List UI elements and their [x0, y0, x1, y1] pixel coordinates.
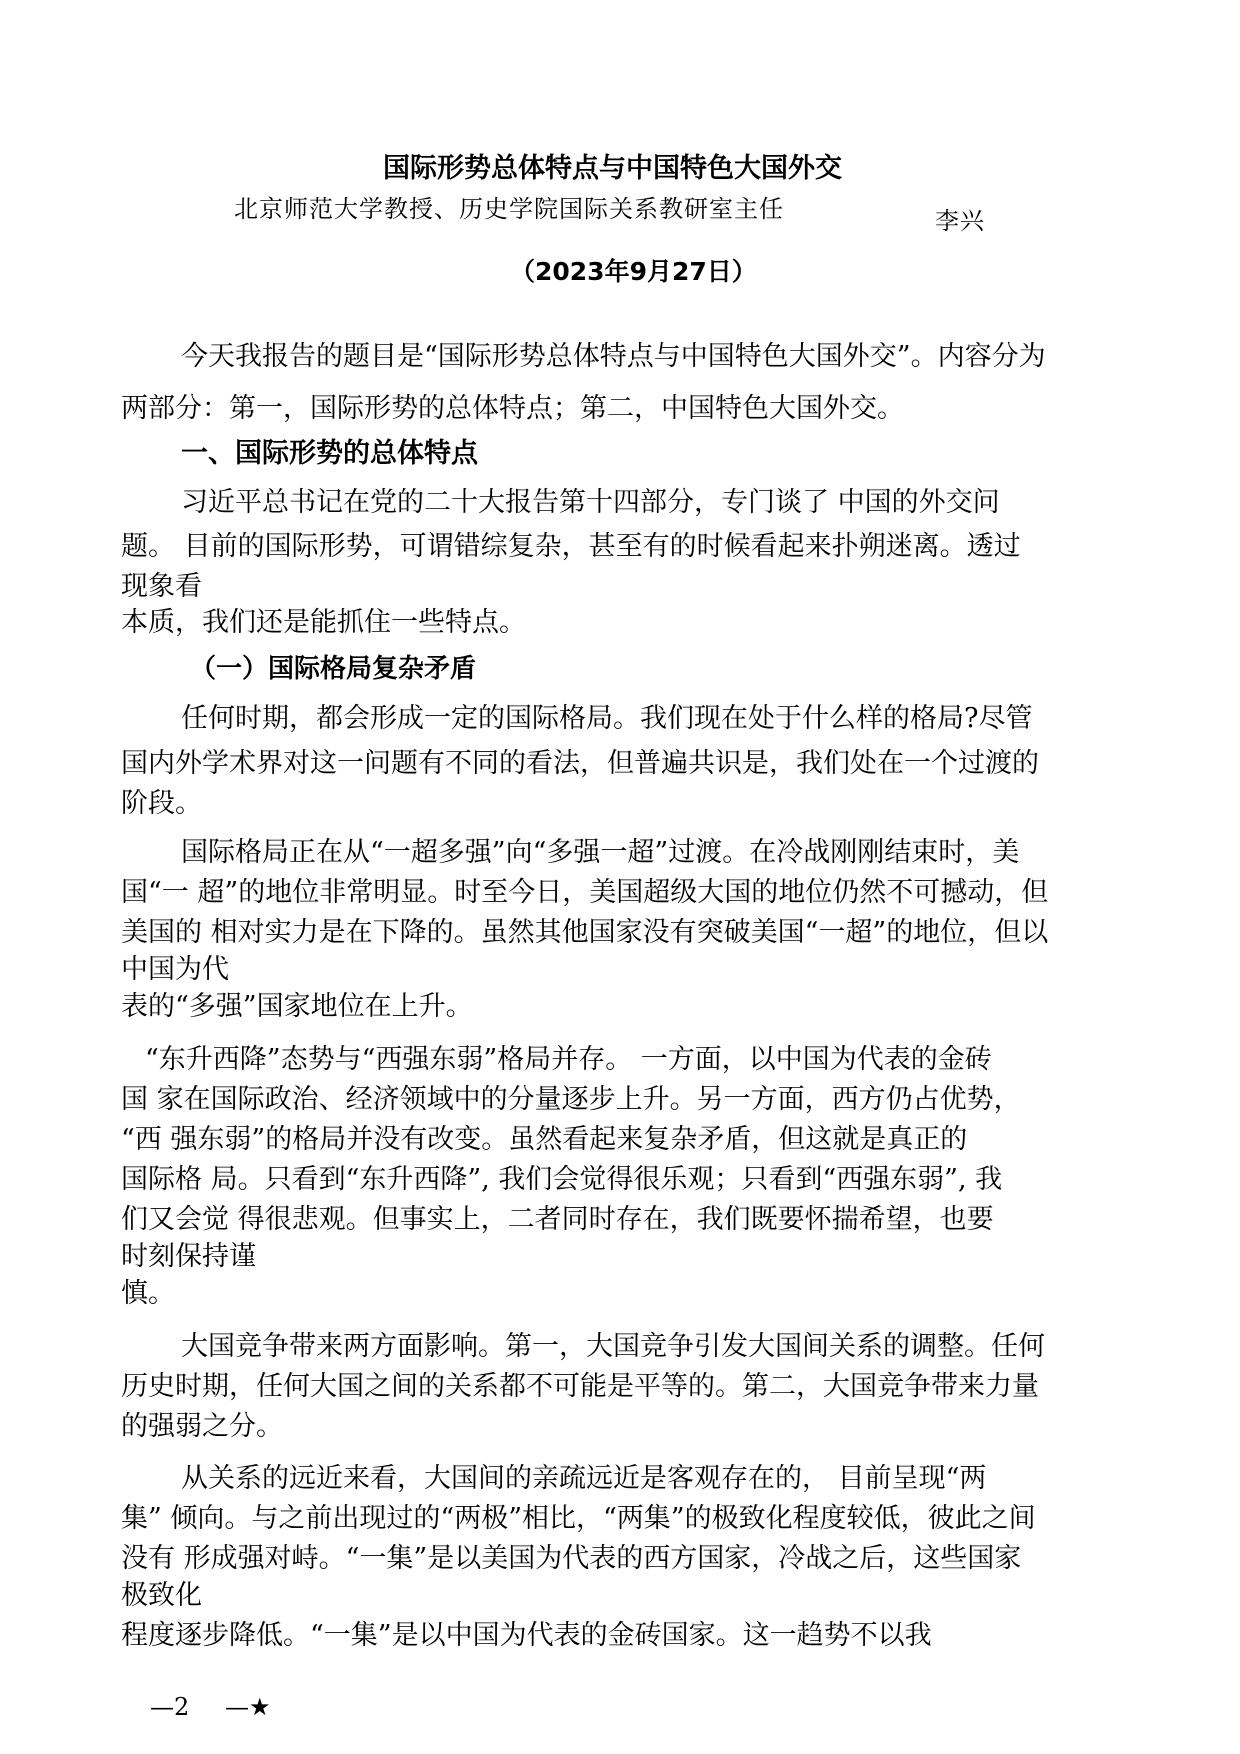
paragraph-line: 程度逐步降低。“一集”是以中国为代表的金砖国家。这一趋势不以我 — [121, 1620, 932, 1651]
author-name: 李兴 — [935, 207, 985, 235]
paragraph-line: 历史时期，任何大国之间的关系都不可能是平等的。第二，大国竞争带来力量 — [121, 1371, 1039, 1402]
section-heading: 一、国际形势的总体特点 — [181, 438, 478, 469]
paragraph-line: 国际格局正在从“一超多强”向“多强一超”过渡。在冷战刚刚结束时，美 — [181, 837, 1020, 868]
paragraph-line: 习近平总书记在党的二十大报告第十四部分，专门谈了 中国的外交问 — [181, 487, 1000, 518]
paragraph-line: 中国为代 — [121, 954, 229, 985]
paragraph-line: 慎。 — [121, 1278, 175, 1309]
paragraph-line: 极致化 — [121, 1580, 202, 1611]
paragraph-line: 们又会觉 得很悲观。但事实上，二者同时存在，我们既要怀揣希望，也要 — [121, 1204, 994, 1235]
paragraph-line: 大国竞争带来两方面影响。第一，大国竞争引发大国间关系的调整。任何 — [181, 1331, 1045, 1362]
page-number: —2 — [150, 1693, 190, 1721]
paragraph-line: “东升西降”态势与“西强东弱”格局并存。 一方面，以中国为代表的金砖 — [145, 1044, 992, 1075]
paragraph-line: 国“一 超”的地位非常明显。时至今日，美国超级大国的地位仍然不可撼动，但 — [121, 877, 1049, 908]
paragraph-line: 国际格 局。只看到“东升西降”, 我们会觉得很乐观；只看到“西强东弱”, 我 — [121, 1164, 1003, 1195]
paragraph-line: 国 家在国际政治、经济领域中的分量逐步上升。另一方面，西方仍占优势， — [121, 1084, 1021, 1115]
paragraph-line: 本质，我们还是能抓住一些特点。 — [121, 607, 526, 638]
paragraph-line: 集” 倾向。与之前出现过的“两极”相比，“两集”的极致化程度较低，彼此之间 — [121, 1503, 1036, 1534]
paragraph-line: 国内外学术界对这一问题有不同的看法，但普遍共识是，我们处在一个过渡的 — [121, 748, 1039, 779]
paragraph-line: 两部分：第一，国际形势的总体特点；第二，中国特色大国外交。 — [121, 393, 904, 424]
paragraph-line: 今天我报告的题目是“国际形势总体特点与中国特色大国外交”。内容分为 — [181, 341, 1046, 372]
paragraph-line: 任何时期，都会形成一定的国际格局。我们现在处于什么样的格局?尽管 — [181, 703, 1033, 734]
paragraph-line: 现象看 — [121, 571, 202, 602]
paragraph-line: 表的“多强”国家地位在上升。 — [121, 991, 473, 1022]
paragraph-line: 从关系的远近来看，大国间的亲疏远近是客观存在的， 目前呈现“两 — [181, 1463, 987, 1494]
paragraph-line: 阶段。 — [121, 788, 202, 819]
paragraph-line: 美国的 相对实力是在下降的。虽然其他国家没有突破美国“一超”的地位，但以 — [121, 917, 1049, 948]
author-affiliation: 北京师范大学教授、历史学院国际关系教研室主任 — [234, 195, 784, 223]
paragraph-line: 的强弱之分。 — [121, 1411, 283, 1442]
footer-star-mark: —★ — [225, 1693, 271, 1721]
paragraph-line: “西 强东弱”的格局并没有改变。虽然看起来复杂矛盾，但这就是真正的 — [121, 1124, 968, 1155]
document-title: 国际形势总体特点与中国特色大国外交 — [383, 153, 842, 184]
paragraph-line: 没有 形成强对峙。“一集”是以美国为代表的西方国家，冷战之后，这些国家 — [121, 1543, 1022, 1574]
document-date: （2023年9月27日） — [510, 257, 757, 286]
paragraph-line: 题。 目前的国际形势，可谓错综复杂，甚至有的时候看起来扑朔迷离。透过 — [121, 531, 1021, 562]
paragraph-line: 时刻保持谨 — [121, 1241, 256, 1272]
subsection-heading: （一）国际格局复杂矛盾 — [190, 654, 477, 684]
